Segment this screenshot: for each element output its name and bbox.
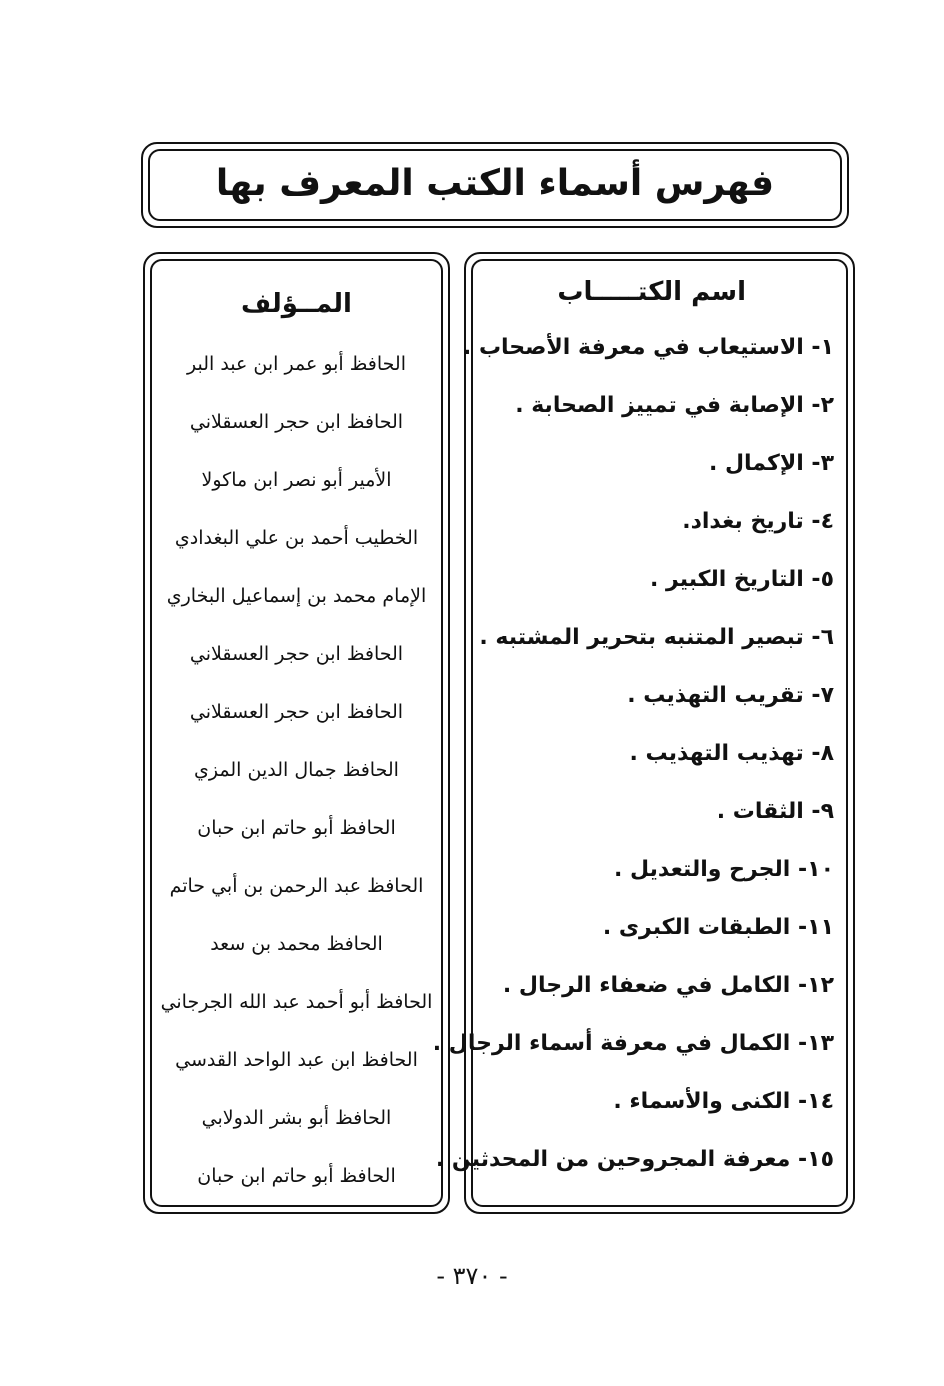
author-item: الإمام محمد بن إسماعيل البخاري bbox=[166, 585, 427, 607]
book-item: ٨- تهذيب التهذيب . bbox=[629, 741, 834, 766]
books-column-inner bbox=[432, 259, 848, 1207]
author-item: الحافظ ابن حجر العسقلاني bbox=[189, 411, 404, 433]
author-item: الحافظ أبو عمر ابن عبد البر bbox=[187, 353, 406, 375]
book-item: ٩- الثقات . bbox=[716, 799, 834, 824]
author-item: الحافظ عبد الرحمن بن أبي حاتم bbox=[169, 875, 424, 897]
book-item: ١٠- الجرح والتعديل . bbox=[613, 857, 834, 882]
title-frame-inner bbox=[148, 149, 842, 221]
book-item: ٧- تقريب التهذيب . bbox=[627, 683, 834, 708]
author-item: الحافظ أبو بشر الدولابي bbox=[201, 1107, 392, 1129]
books-column bbox=[432, 252, 855, 1214]
book-item: ٦- تبصير المتنبه بتحرير المشتبه . bbox=[479, 625, 834, 650]
book-item: ١٢- الكامل في ضعفاء الرجال . bbox=[502, 973, 834, 998]
book-item: ٤- تاريخ بغداد. bbox=[682, 509, 834, 534]
page-title: فهرس أسماء الكتب المعرف بها bbox=[215, 162, 775, 204]
authors-column-header: المــؤلف bbox=[241, 289, 352, 319]
book-item: ١١- الطبقات الكبرى . bbox=[602, 915, 834, 940]
book-item: ١٤- الكنى والأسماء . bbox=[613, 1089, 834, 1114]
book-item: ١٥- معرفة المجروحين من المحدثين . bbox=[435, 1147, 834, 1172]
book-item: ٢- الإصابة في تمييز الصحابة . bbox=[515, 393, 834, 418]
authors-column bbox=[143, 252, 450, 1214]
author-item: الحافظ أبو حاتم ابن حبان bbox=[197, 817, 396, 839]
book-item: ١٣- الكمال في معرفة أسماء الرجال . bbox=[432, 1031, 834, 1056]
book-item: ٥- التاريخ الكبير . bbox=[650, 567, 834, 592]
author-item: الخطيب أحمد بن علي البغدادي bbox=[174, 527, 419, 549]
author-item: الأمير أبو نصر ابن ماكولا bbox=[201, 469, 392, 491]
author-item: الحافظ أبو حاتم ابن حبان bbox=[197, 1165, 396, 1187]
book-item: ٣- الإكمال . bbox=[708, 451, 834, 476]
books-column-header: اسم الكتـــــاب bbox=[557, 277, 746, 307]
author-item: الحافظ محمد بن سعد bbox=[210, 933, 383, 955]
author-item: الحافظ ابن عبد الواحد القدسي bbox=[175, 1049, 418, 1071]
author-item: الحافظ ابن حجر العسقلاني bbox=[189, 643, 404, 665]
book-item: ١- الاستيعاب في معرفة الأصحاب . bbox=[462, 335, 834, 360]
author-item: الحافظ ابن حجر العسقلاني bbox=[189, 701, 404, 723]
page-number: - ٣٧٠ - bbox=[436, 1262, 508, 1290]
author-item: الحافظ أبو أحمد عبد الله الجرجاني bbox=[160, 991, 433, 1013]
title-frame bbox=[141, 142, 849, 228]
authors-column-inner bbox=[150, 259, 443, 1207]
author-item: الحافظ جمال الدين المزي bbox=[194, 759, 399, 781]
